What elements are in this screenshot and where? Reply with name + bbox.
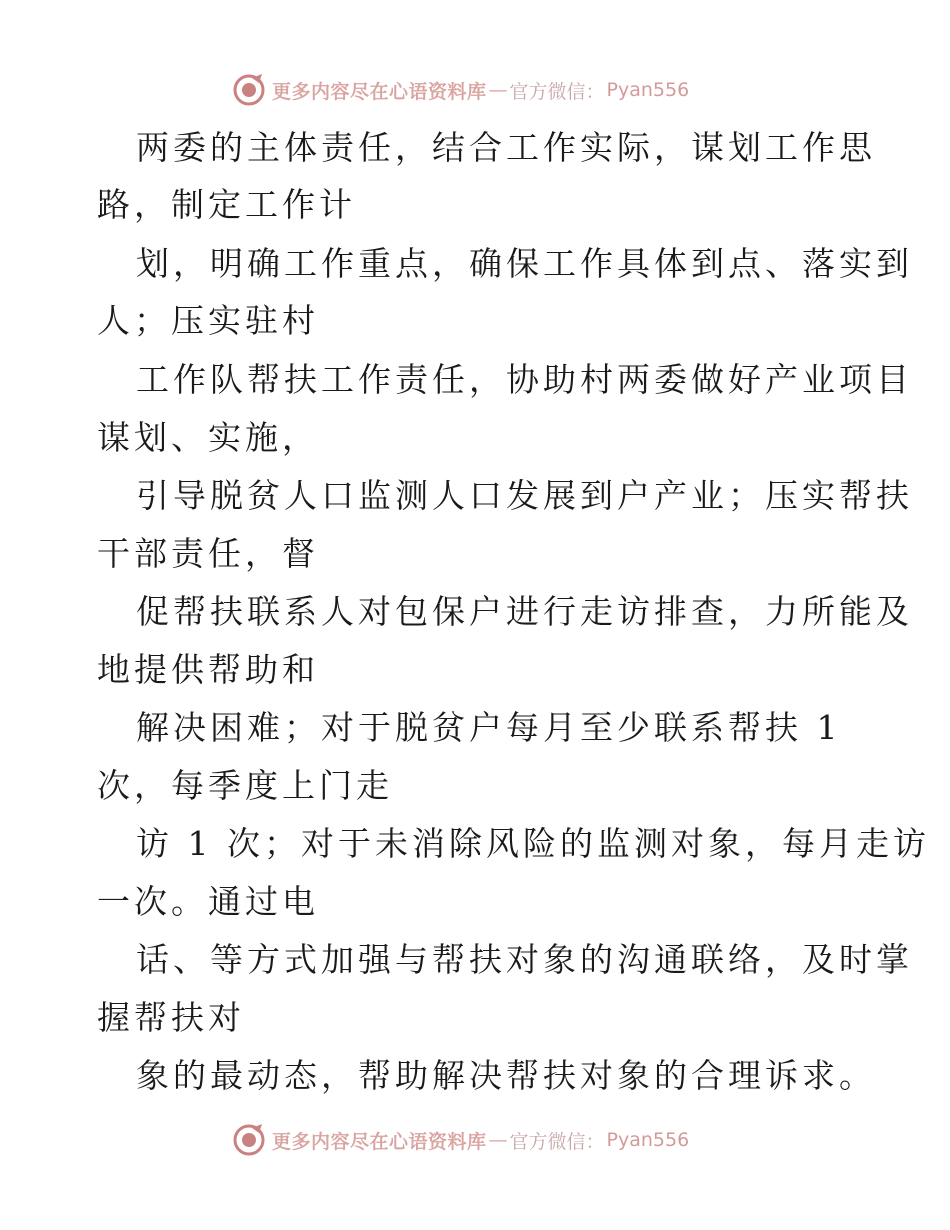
banner-wechat-label: 官方微信： (509, 1130, 605, 1153)
banner-wechat-id: Pyan556 (606, 79, 690, 101)
body-line-16: 握帮扶对 (97, 998, 245, 1037)
body-line-3: 划，明确工作重点，确保工作具体到点、落实到 (136, 244, 913, 283)
body-line-9: 促帮扶联系人对包保户进行走访排查，力所能及 (136, 592, 913, 631)
body-line-7: 引导脱贫人口监测人口发展到户产业；压实帮扶 (136, 476, 913, 515)
body-line-11: 解决困难；对于脱贫户每月至少联系帮扶 1 (136, 708, 842, 747)
body-line-4: 人；压实驻村 (97, 301, 319, 340)
banner-text: 更多内容尽在心语资料库 (272, 1130, 487, 1153)
logo-icon (232, 73, 266, 107)
footer-watermark-banner (232, 1122, 689, 1158)
body-line-17: 象的最动态，帮助解决帮扶对象的合理诉求。 (136, 1056, 876, 1095)
logo-icon (232, 1123, 266, 1157)
header-watermark-banner (232, 72, 689, 108)
body-line-5: 工作队帮扶工作责任，协助村两委做好产业项目 (136, 360, 913, 399)
body-line-6: 谋划、实施， (97, 418, 319, 457)
body-line-14: 一次。通过电 (97, 882, 319, 921)
banner-separator: — (488, 1129, 508, 1151)
body-line-8: 干部责任，督 (97, 534, 319, 573)
body-line-1: 两委的主体责任，结合工作实际，谋划工作思 (136, 128, 876, 167)
banner-wechat-label: 官方微信： (509, 80, 605, 103)
banner-separator: — (488, 79, 508, 101)
banner-wechat-id: Pyan556 (606, 1129, 690, 1151)
body-line-10: 地提供帮助和 (97, 650, 319, 689)
banner-text: 更多内容尽在心语资料库 (272, 80, 487, 103)
body-line-12: 次，每季度上门走 (97, 766, 393, 805)
body-line-13: 访 1 次；对于未消除风险的监测对象，每月走访 (136, 824, 930, 863)
body-line-2: 路，制定工作计 (97, 185, 356, 224)
body-line-15: 话、等方式加强与帮扶对象的沟通联络，及时掌 (136, 940, 913, 979)
